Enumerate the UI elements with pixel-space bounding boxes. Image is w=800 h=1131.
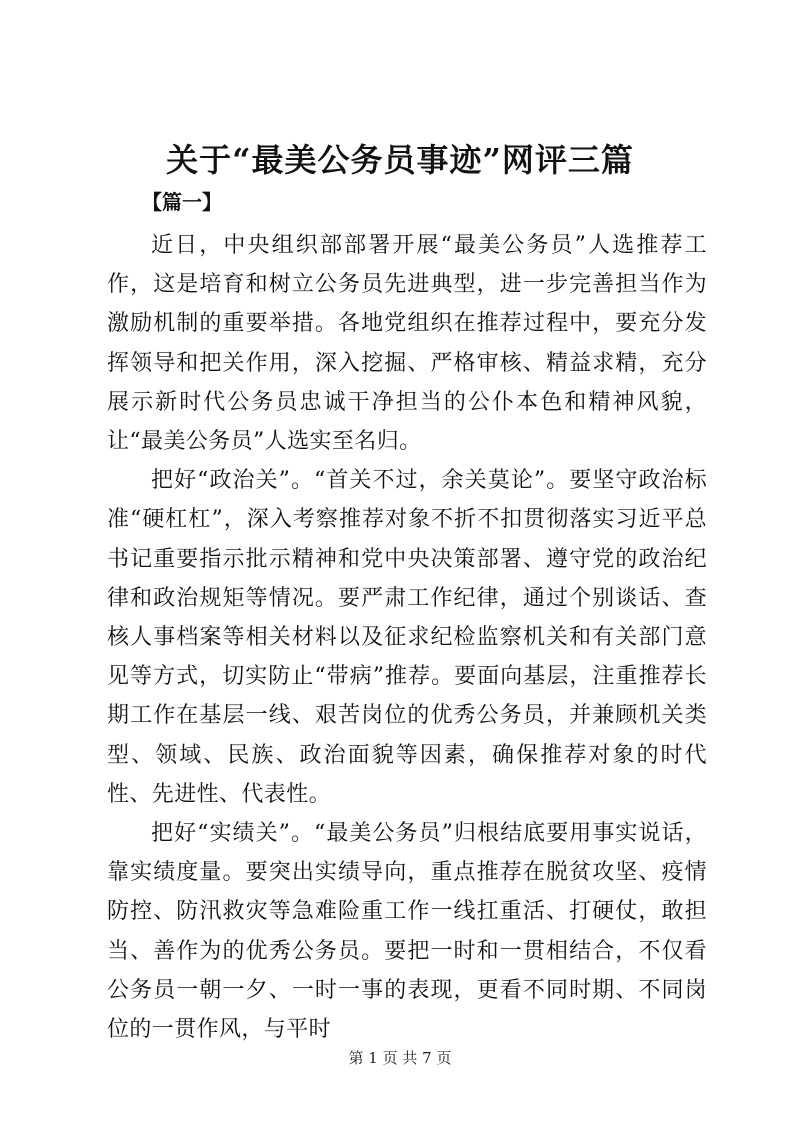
paragraph-intro: 近日，中央组织部部署开展“最美公务员”人选推荐工作，这是培育和树立公务员先进典型，进一步完善担当作为激励机制的重要举措。各地党组织在推荐过程中，要充分发挥领导和把关作用，深入挖掘、严格审核、精益求精，充分展示新时代公务员忠诚干净担当的公仆本色和精神风貌，让“最美公务员”人选实至名归。 xyxy=(107,233,707,455)
document-body xyxy=(107,226,707,1049)
paragraph-political-check: 把好“政治关”。“首关不过，余关莫论”。要坚守政治标准“硬杠杠”，深入考察推荐对象不折不扣贯彻落实习近平总书记重要指示批示精神和党中央决策部署、遵守党的政治纪律和政治规矩等情况。要严肃工作纪律，通过个别谈话、查核人事档案等相关材料以及征求纪检监察机关和有关部门意见等方式，切实防止“带病”推荐。要面向基层，注重推荐长期工作在基层一线、艰苦岗位的优秀公务员，并兼顾机关类型、领域、民族、政治面貌等因素，确保推荐对象的时代性、先进性、代表性。 xyxy=(107,468,707,807)
section-label: 【篇一】 xyxy=(142,190,222,214)
document-title: 关于“最美公务员事迹”网评三篇 xyxy=(166,141,634,179)
page-footer: 第 1 页 共 7 页 xyxy=(348,1049,452,1067)
paragraph-performance-check: 把好“实绩关”。“最美公务员”归根结底要用事实说话，靠实绩度量。要突出实绩导向，重点推荐在脱贫攻坚、疫情防控、防汛救灾等急难险重工作一线扛重活、打硬仗，敢担当、善作为的优秀公务员。要把一时和一贯相结合，不仅看公务员一朝一夕、一时一事的表现，更看不同时期、不同岗位的一贯作风，与平时 xyxy=(107,821,707,1043)
